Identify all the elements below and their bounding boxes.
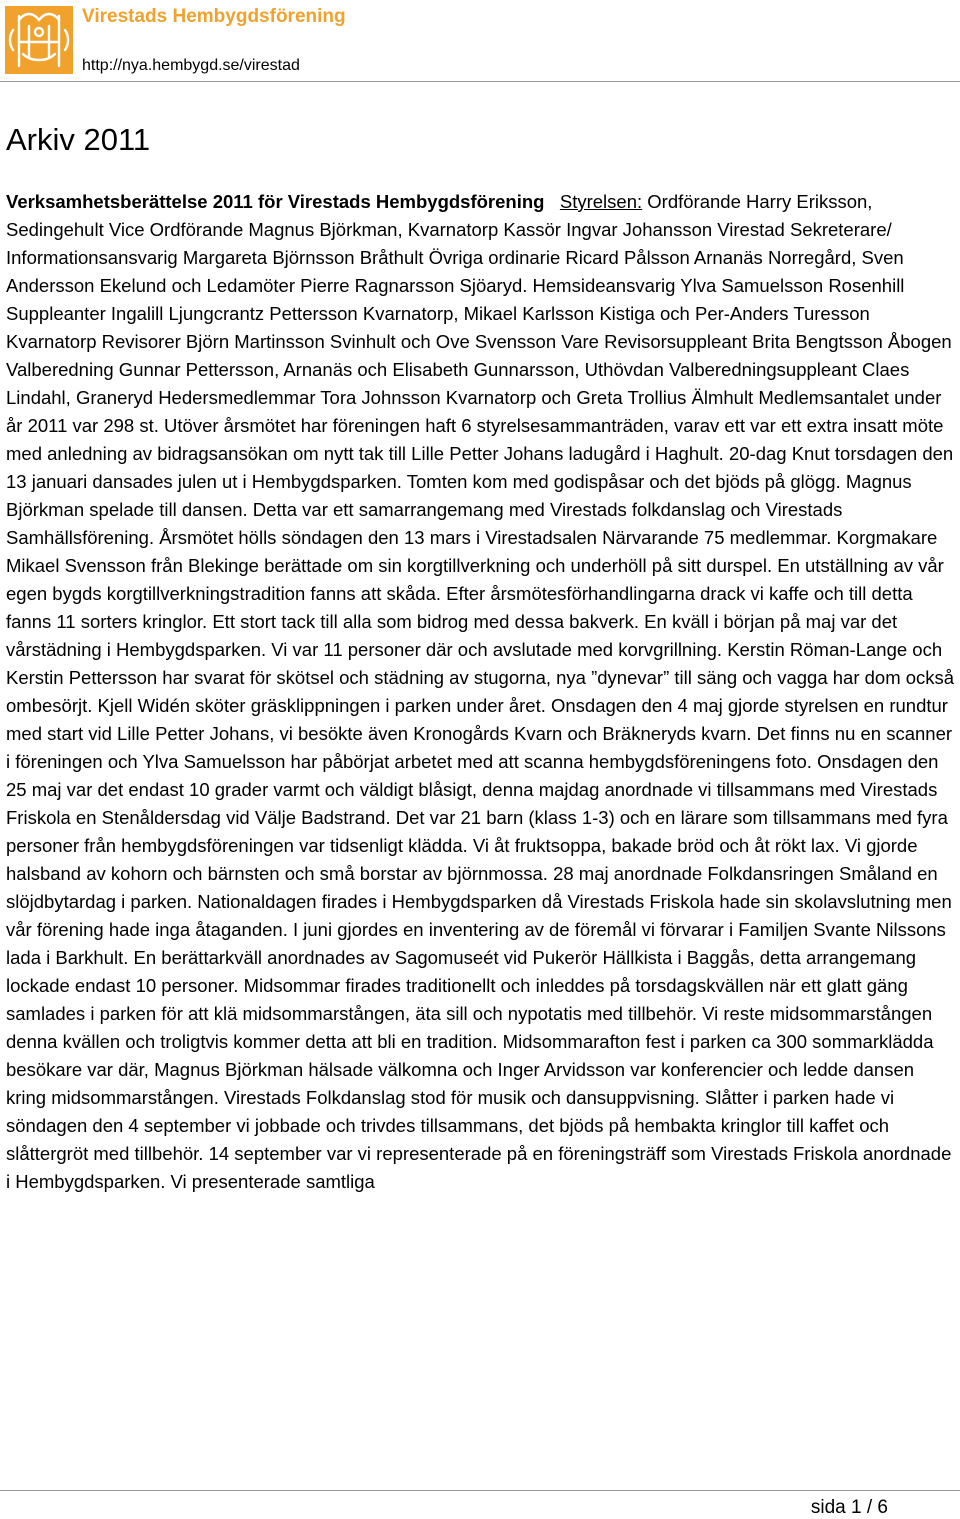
- footer-divider: [0, 1490, 960, 1491]
- hembygd-logo-icon[interactable]: [5, 6, 73, 74]
- site-url[interactable]: http://nya.hembygd.se/virestad: [82, 57, 300, 74]
- page-title: Arkiv 2011: [6, 122, 151, 157]
- hembygd-logo-graphic: [5, 6, 73, 74]
- page-header: [0, 0, 960, 82]
- board-link[interactable]: Styrelsen:: [559, 191, 643, 212]
- article-text: Ordförande Harry Eriksson, Sedingehult Vice Ordförande Magnus Björkman, Kvarnatorp Kassör Ingvar Johansson Virestad Sekreterare/ Informationsansvarig Margareta Björnsson Bråthult Övriga ordinarie Ricard Pålsson Arnanäs Norregård, Sven Andersson Ekelund och Ledamöter Pierre Ragnarsson Sjöaryd. Hemsideansvarig Ylva Samuelsson Rosenhill Suppleanter Ingalill Ljungcrantz Pettersson Kvarnatorp, Mikael Karlsson Kistiga och Per-Anders Turesson Kvarnatorp Revisorer Björn Martinsson Svinhult och Ove Svensson Vare Revisorsuppleant Brita Bengtsson Åbogen Valberedning Gunnar Pettersson, Arnanäs och Elisabeth Gunnarsson, Uthövdan Valberedningsuppleant Claes Lindahl, Graneryd Hedersmedlemmar Tora Johnsson Kvarnatorp och Greta Trollius Älmhult Medlemsantalet under år 2011 var 298 st. Utöver årsmötet har föreningen haft 6 styrelsesammanträden, varav ett var ett extra insatt möte med anledning av bidragsansökan om nytt tak till Lille Petter Johans ladugård i Haghult. 20-dag Knut torsdagen den 13 januari dansades julen ut i Hembygdsparken. Tomten kom med godispåsar och det bjöds på glögg. Magnus Björkman spelade till dansen. Detta var ett samarrangemang med Virestads folkdanslag och Virestads Samhällsförening. Årsmötet hölls söndagen den 13 mars i Virestadsalen Närvarande 75 medlemmar. Korgmakare Mikael Svensson från Blekinge berättade om sin korgtillverkning och underhöll på sitt durspel. En utställning av vår egen bygds korgtillverkningstradition fanns att skåda. Efter årsmötesförhandlingarna drack vi kaffe och till detta fanns 11 sorters kringlor. Ett stort tack till alla som bidrog med dessa bakverk. En kväll i början på maj var det vårstädning i Hembygdsparken. Vi var 11 personer där och avslutade med korvgrillning. Kerstin Röman-Lange och Kerstin Pettersson har svarat för skötsel och städning av stugorna, nya ”dynevar” till säng och vagga har dom också ombesörjt. Kjell Widén sköter gräsklippningen i parken under året. Onsdagen den 4 maj gjorde styrelsen en rundtur med start vid Lille Petter Johans, vi besökte även Kronogårds Kvarn och Bräkneryds kvarn. Det finns nu en scanner i föreningen och Ylva Samuelsson har påbörjat arbetet med att scanna hembygdsföreningens foto. Onsdagen den 25 maj var det endast 10 grader varmt och väldigt blåsigt, denna majdag anordnade vi tillsammans med Virestads Friskola en Stenåldersdag vid Välje Badstrand. Det var 21 barn (klass 1-3) och en lärare som tillsammans med fyra personer från hembygdsföreningen var tidsenligt klädda. Vi åt fruktsoppa, bakade bröd och åt rökt lax. Vi gjorde halsband av kohorn och bärnsten och små borstar av björnmossa. 28 maj anordnade Folkdansringen Småland en slöjdbytardag i parken. Nationaldagen firades i Hembygdsparken då Virestads Friskola hade sin skolavslutning men vår förening hade inga åtaganden. I juni gjordes en inventering av de föremål vi förvarar i Familjen Svante Nilssons lada i Barkhult. En berättarkväll anordnades av Sagomuseét vid Pukerör Hällkista i Baggås, detta arrangemang lockade endast 10 personer. Midsommar firades traditionellt och inleddes på torsdagskvällen när ett glatt gäng samlades i parken för att klä midsommarstången, äta sill och nypotatis med tillbehör. Vi reste midsommarstången denna kvällen och troligtvis kommer detta att bli en tradition. Midsommarafton fest i parken ca 300 sommarklädda besökare var där, Magnus Björkman hälsade välkomna och Inger Arvidsson var konferencier och ledde dansen kring midsommarstången. Virestads Folkdanslag stod för musik och dansuppvisning. Slåtter i parken hade vi söndagen den 4 september vi jobbade och trivdes tillsammans, det bjöds på hembakta kringlor till kaffet och slåttergröt med tillbehör. 14 september var vi representerade på en föreningsträff som Virestads Friskola anordnade i Hembygdsparken. Vi presenterade samtliga: [6, 191, 955, 1192]
- article-heading: Verksamhetsberättelse 2011 för Virestads Hembygdsförening: [6, 191, 545, 212]
- page-number: sida 1 / 6: [810, 1497, 888, 1518]
- site-title[interactable]: Virestads Hembygdsförening: [82, 6, 346, 27]
- header-divider: [0, 81, 960, 82]
- article-body: [6, 188, 956, 1196]
